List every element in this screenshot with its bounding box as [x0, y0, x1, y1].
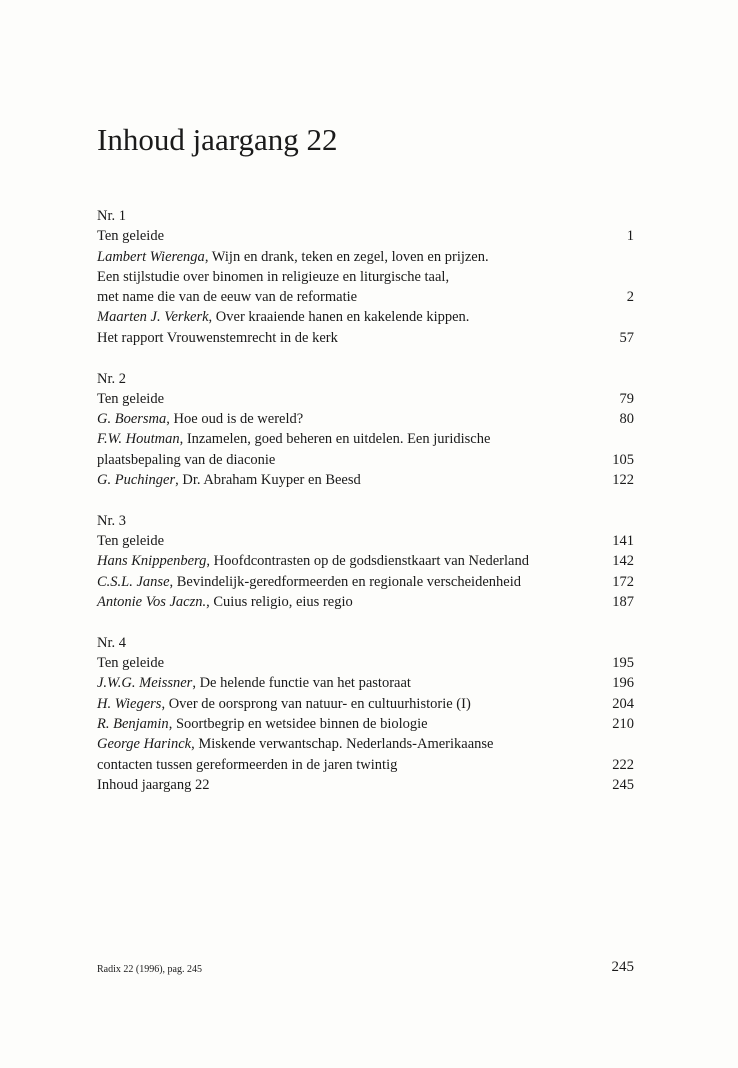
toc-entry: [97, 267, 634, 287]
entry-title: Een stijlstudie over binomen in religieuze en liturgische taal,: [97, 268, 450, 285]
entry-page-number: 195: [612, 655, 634, 672]
entry-author: F.W. Houtman: [97, 431, 180, 448]
entry-title: Ten geleide: [97, 533, 165, 550]
entry-title: , De helende functie van het pastoraat: [192, 675, 411, 692]
entry-author: Maarten J. Verkerk: [97, 309, 209, 326]
entry-author: G. Puchinger: [97, 472, 176, 489]
entry-author: George Harinck: [97, 736, 192, 753]
entry-title: , Miskende verwantschap. Nederlands-Amerikaanse: [191, 736, 494, 753]
entry-page-number: 196: [612, 675, 634, 692]
issue-section: [97, 206, 634, 348]
entry-text-wrapper: [97, 389, 164, 409]
entry-page-number: 57: [619, 329, 634, 346]
entry-page-number: 122: [612, 472, 634, 489]
toc-entry: [97, 328, 634, 348]
issue-label: Nr. 2: [97, 370, 126, 387]
entry-title: plaatsbepaling van de diaconie: [97, 451, 276, 468]
entry-page-number: 142: [612, 553, 634, 570]
toc-entry: [97, 714, 634, 734]
toc-entry: [97, 409, 634, 429]
entry-text-wrapper: [97, 673, 411, 693]
entry-page-number: 80: [619, 411, 634, 428]
entry-page-number: 105: [612, 451, 634, 468]
entry-page-number: 204: [612, 695, 634, 712]
toc-entry: [97, 592, 634, 612]
entry-page-number: 172: [612, 573, 634, 590]
toc-entry: [97, 694, 634, 714]
entry-author: G. Boersma: [97, 411, 167, 428]
toc-entry: [97, 247, 634, 267]
entry-text-wrapper: [97, 653, 164, 673]
entry-title: Ten geleide: [97, 390, 165, 407]
entry-text-wrapper: [97, 307, 469, 327]
entry-text-wrapper: [97, 592, 353, 612]
entry-page-number: 245: [612, 776, 634, 793]
entry-author: J.W.G. Meissner: [97, 675, 193, 692]
entry-text-wrapper: [97, 267, 449, 287]
toc-entry: [97, 531, 634, 551]
toc-entry: [97, 287, 634, 307]
toc-entry: [97, 775, 634, 795]
entry-text-wrapper: [97, 287, 357, 307]
entry-title: Ten geleide: [97, 228, 165, 245]
entry-title: , Hoe oud is de wereld?: [166, 411, 304, 428]
toc-entry: [97, 572, 634, 592]
toc-entry: [97, 755, 634, 775]
entry-author: Hans Knippenberg: [97, 553, 207, 570]
entry-text-wrapper: [97, 714, 428, 734]
toc-entry: [97, 673, 634, 693]
entry-title: Het rapport Vrouwenstemrecht in de kerk: [97, 329, 338, 346]
footer-page-number: 245: [611, 959, 634, 975]
entry-text-wrapper: [97, 328, 338, 348]
issue-label: Nr. 4: [97, 634, 126, 651]
entry-title: , Soortbegrip en wetsidee binnen de biologie: [168, 716, 428, 733]
entry-author: Antonie Vos Jaczn.: [97, 594, 207, 611]
issue-label: Nr. 1: [97, 208, 126, 224]
toc-entry: [97, 429, 634, 449]
entry-text-wrapper: [97, 409, 303, 429]
entry-page-number: 187: [612, 594, 634, 611]
toc-entry: [97, 389, 634, 409]
entry-text-wrapper: [97, 247, 489, 267]
entry-text-wrapper: [97, 429, 490, 449]
entry-text-wrapper: [97, 226, 164, 246]
entry-title: Inhoud jaargang 22: [97, 776, 210, 793]
entry-text-wrapper: [97, 551, 529, 571]
issue-heading: [97, 633, 634, 653]
entry-author: Lambert Wierenga: [97, 248, 205, 265]
entry-text-wrapper: [97, 470, 361, 490]
toc-entry: [97, 450, 634, 470]
entry-text-wrapper: [97, 694, 471, 714]
entry-title: , Hoofdcontrasten op de godsdienstkaart van Nederland: [206, 553, 529, 570]
entry-text-wrapper: [97, 572, 521, 592]
toc-entry: [97, 226, 634, 246]
table-of-contents: [97, 206, 634, 816]
entry-title: contacten tussen gereformeerden in de jaren twintig: [97, 756, 398, 773]
toc-entry: [97, 470, 634, 490]
entry-page-number: 79: [619, 390, 634, 407]
toc-entry: [97, 307, 634, 327]
entry-text-wrapper: [97, 755, 397, 775]
issue-label: Nr. 3: [97, 512, 126, 529]
toc-entry: [97, 551, 634, 571]
issue-heading: [97, 206, 634, 226]
entry-page-number: 222: [612, 756, 634, 773]
entry-page-number: 141: [612, 533, 634, 550]
entry-author: C.S.L. Janse: [97, 573, 170, 590]
entry-title: , Wijn en drank, teken en zegel, loven en prijzen.: [204, 248, 489, 265]
journal-reference: Radix 22 (1996), pag. 245: [97, 964, 202, 975]
entry-author: H. Wiegers: [97, 695, 162, 712]
entry-page-number: 210: [612, 716, 634, 733]
entry-title: met name die van de eeuw van de reformatie: [97, 289, 358, 306]
entry-title: , Inzamelen, goed beheren en uitdelen. Een juridische: [179, 431, 491, 448]
entry-title: Ten geleide: [97, 655, 165, 672]
entry-title: , Cuius religio, eius regio: [206, 594, 353, 611]
entry-text-wrapper: [97, 531, 164, 551]
entry-title: , Over kraaiende hanen en kakelende kippen.: [208, 309, 470, 326]
entry-title: , Dr. Abraham Kuyper en Beesd: [175, 472, 361, 489]
entry-author: R. Benjamin: [97, 716, 169, 733]
page-title: Inhoud jaargang 22: [97, 122, 338, 157]
issue-section: [97, 633, 634, 795]
entry-page-number: 2: [626, 289, 634, 306]
entry-page-number: 1: [626, 228, 634, 245]
issue-heading: [97, 511, 634, 531]
issue-section: [97, 369, 634, 491]
entry-title: , Over de oorsprong van natuur- en cultuurhistorie (I): [161, 695, 471, 712]
entry-text-wrapper: [97, 775, 209, 795]
issue-heading: [97, 369, 634, 389]
entry-text-wrapper: [97, 734, 493, 754]
entry-text-wrapper: [97, 450, 275, 470]
toc-entry: [97, 734, 634, 754]
toc-entry: [97, 653, 634, 673]
entry-title: , Bevindelijk-geredformeerden en regionale verscheidenheid: [169, 573, 521, 590]
issue-section: [97, 511, 634, 612]
